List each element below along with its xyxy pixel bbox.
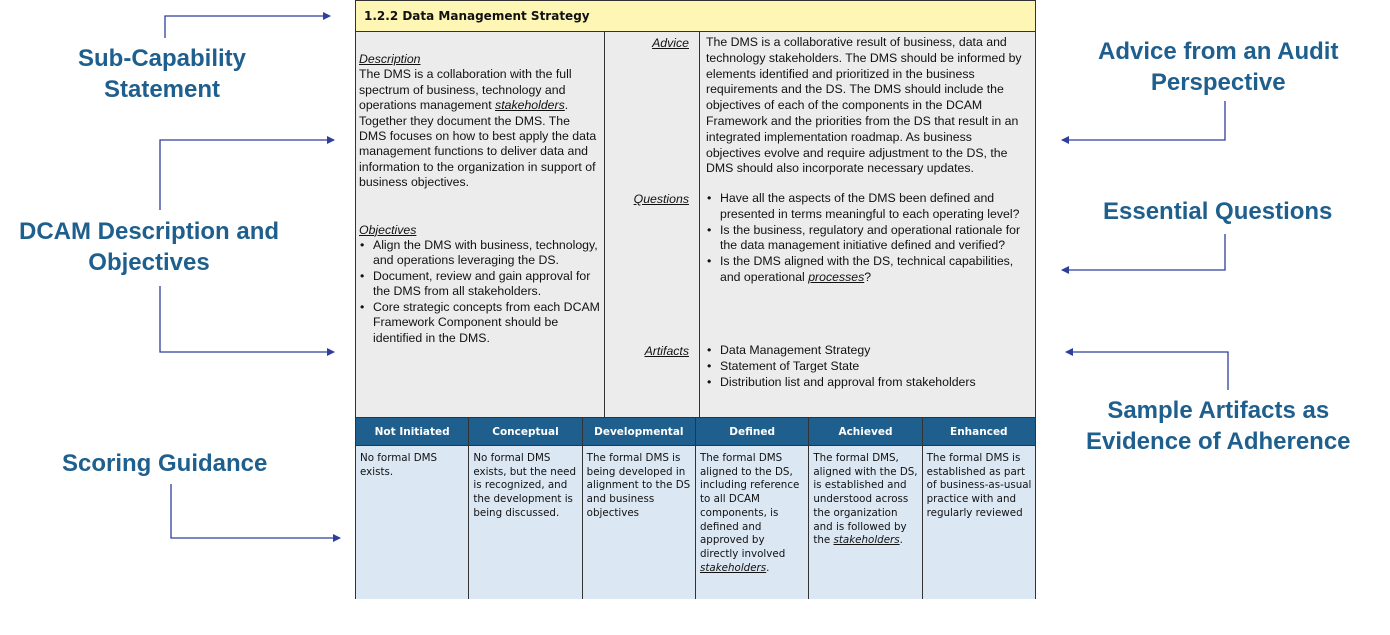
label-advice: Advice from an Audit Perspective — [1098, 38, 1339, 96]
score-term: stakeholders — [833, 534, 900, 547]
scoring-table — [356, 417, 1035, 599]
score-text-end: . — [766, 561, 770, 574]
capability-card — [355, 0, 1036, 599]
label-scoring-guidance: Scoring Guidance — [62, 450, 268, 477]
questions-list — [706, 191, 1028, 286]
objective-item: • Document, review and gain approval for the DMS from all stakeholders. — [359, 269, 600, 300]
arrow-advice — [1062, 101, 1225, 140]
objective-item: • Core strategic concepts from each DCAM Framework Component should be identified in the DMS. — [359, 300, 600, 346]
score-text: The formal DMS aligned to the DS, including reference to all DCAM components, is defined and approved by directly involved — [699, 452, 800, 560]
description-text: The DMS is a collaboration with the full spectrum of business, technology and operations management — [359, 67, 572, 113]
arrow-questions — [1062, 234, 1225, 270]
score-text: The formal DMS is being developed in alignment to the DS and business objectives — [586, 452, 691, 519]
score-cell — [809, 445, 921, 599]
card-title: 1.2.2 Data Management Strategy — [356, 1, 1035, 32]
score-column — [923, 418, 1035, 599]
score-text: No formal DMS exists, but the need is recognized, and the development is being discussed. — [473, 452, 577, 519]
artifacts-list — [706, 343, 1028, 390]
score-cell — [583, 445, 695, 599]
arrow-scoring — [171, 484, 340, 538]
artifacts-label: Artifacts — [644, 344, 689, 358]
description-block — [359, 52, 600, 191]
score-text: The formal DMS is established as part of business-as-usual practice with and regularly reviewed — [926, 452, 1032, 519]
score-header: Enhanced — [923, 418, 1035, 445]
score-column — [469, 418, 582, 599]
score-column — [356, 418, 469, 599]
score-cell — [696, 445, 808, 599]
score-column — [809, 418, 922, 599]
guidance-column — [605, 32, 1035, 417]
question-item: • Have all the aspects of the DMS been defined and presented in terms meaningful to each operating level? — [706, 191, 1028, 223]
artifact-item: • Data Management Strategy — [706, 343, 1028, 359]
score-header: Achieved — [809, 418, 921, 445]
label-questions: Essential Questions — [1103, 198, 1333, 225]
label-description-objectives: DCAM Description and Objectives — [19, 218, 280, 276]
arrow-sub-capability — [165, 16, 330, 38]
score-header: Developmental — [583, 418, 695, 445]
question-item — [706, 254, 1028, 286]
question-term: processes — [808, 269, 865, 284]
artifact-item: • Distribution list and approval from stakeholders — [706, 375, 1028, 391]
questions-text — [706, 191, 1028, 286]
score-cell — [923, 445, 1035, 599]
artifact-item: • Statement of Target State — [706, 359, 1028, 375]
description-text-end: . Together they document the DMS. The DMS focuses on how to best apply the data management functions to deliver data and information to the organization in support of business objectives. — [359, 98, 597, 190]
arrow-description — [160, 140, 334, 210]
score-column — [696, 418, 809, 599]
label-sub-capability: Sub-Capability Statement — [78, 45, 247, 103]
score-text: No formal DMS exists. — [360, 452, 438, 478]
question-item: • Is the business, regulatory and operational rationale for the data management initiative defined and verified? — [706, 223, 1028, 255]
advice-text: The DMS is a collaborative result of business, data and technology stakeholders. The DMS should be informed by elements identified and prioritized in the business requirements and the DS. The DMS should include the objectives of each of the components in the DCAM Framework and the priorities from the DS that result in an integrated implementation roadmap. As business objectives evolve and require adjustment to the DS, the DMS should also incorporate necessary updates. — [706, 35, 1022, 176]
score-cell — [469, 445, 581, 599]
question-text-end: ? — [864, 269, 872, 284]
score-header: Defined — [696, 418, 808, 445]
description-term: stakeholders — [495, 98, 565, 113]
question-text: Is the DMS aligned with the DS, technical capabilities, and operational — [720, 254, 1014, 284]
questions-label: Questions — [633, 192, 689, 206]
objective-item: • Align the DMS with business, technology, and operations leveraging the DS. — [359, 238, 600, 269]
objectives-heading: Objectives — [359, 222, 417, 237]
score-cell — [356, 445, 468, 599]
score-text-end: . — [899, 534, 903, 547]
description-heading: Description — [359, 52, 421, 66]
score-header: Not Initiated — [356, 418, 468, 445]
score-term: stakeholders — [699, 561, 767, 574]
score-header: Conceptual — [469, 418, 581, 445]
column-divider — [699, 32, 700, 417]
score-column — [583, 418, 696, 599]
description-column — [356, 32, 605, 417]
artifacts-text — [706, 343, 1028, 390]
score-text: The formal DMS, aligned with the DS, is established and understood across the organization and is followed by the — [813, 452, 918, 547]
arrow-artifacts — [1066, 352, 1228, 390]
arrow-objectives — [160, 286, 334, 352]
objectives-list — [359, 238, 600, 346]
objectives-block — [359, 223, 600, 346]
advice-label: Advice — [652, 36, 689, 50]
label-artifacts: Sample Artifacts as Evidence of Adherence — [1086, 397, 1351, 455]
